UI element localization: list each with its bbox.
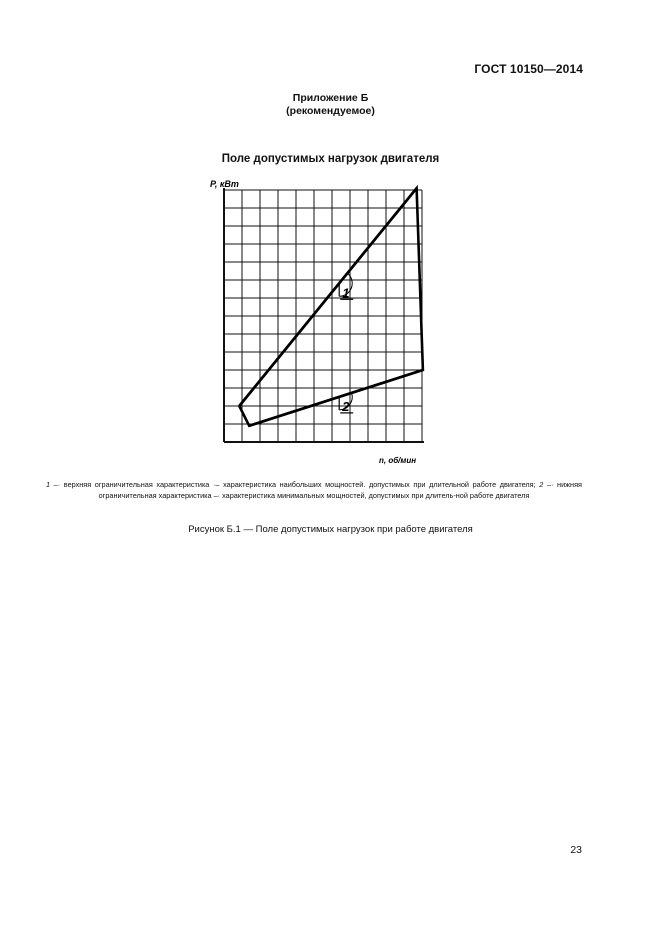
series-line-1: [239, 188, 416, 406]
figure-notes: [46, 479, 582, 501]
appendix-subtitle: (рекомендуемое): [286, 105, 375, 117]
chart-series: [239, 188, 423, 426]
figure-caption: Рисунок Б.1 — Поле допустимых нагрузок при работе двигателя: [188, 524, 473, 535]
annotation-label-1: 1: [342, 285, 350, 301]
appendix-title: Приложение Б: [292, 92, 369, 104]
note-number-2: 2: [539, 480, 544, 489]
document-code: ГОСТ 10150—2014: [474, 62, 583, 76]
chart-figure: [200, 172, 440, 472]
note-text-2: –· нижняя ограничительная характеристика –· характеристика минимальных мощностей, допустимых при длитель-ной работе двигателя: [98, 480, 582, 500]
note-text-1: –· верхняя ограничительная характеристика ·– характеристика наибольших мощностей. допустимых при длительной работе двигателя;: [50, 480, 540, 489]
chart-title: Поле допустимых нагрузок двигателя: [221, 153, 440, 165]
series-line-2: [249, 370, 423, 426]
page-number: 23: [570, 844, 582, 856]
y-axis-label: P, кВт: [210, 179, 239, 189]
x-axis-label: n, об/мин: [379, 456, 417, 465]
chart-svg: [200, 172, 440, 472]
load-field-boundary: [239, 188, 423, 426]
annotation-label-2: 2: [342, 398, 350, 414]
chart-grid: [224, 188, 424, 442]
appendix-heading: [0, 92, 661, 118]
note-number-1: 1: [46, 480, 51, 489]
